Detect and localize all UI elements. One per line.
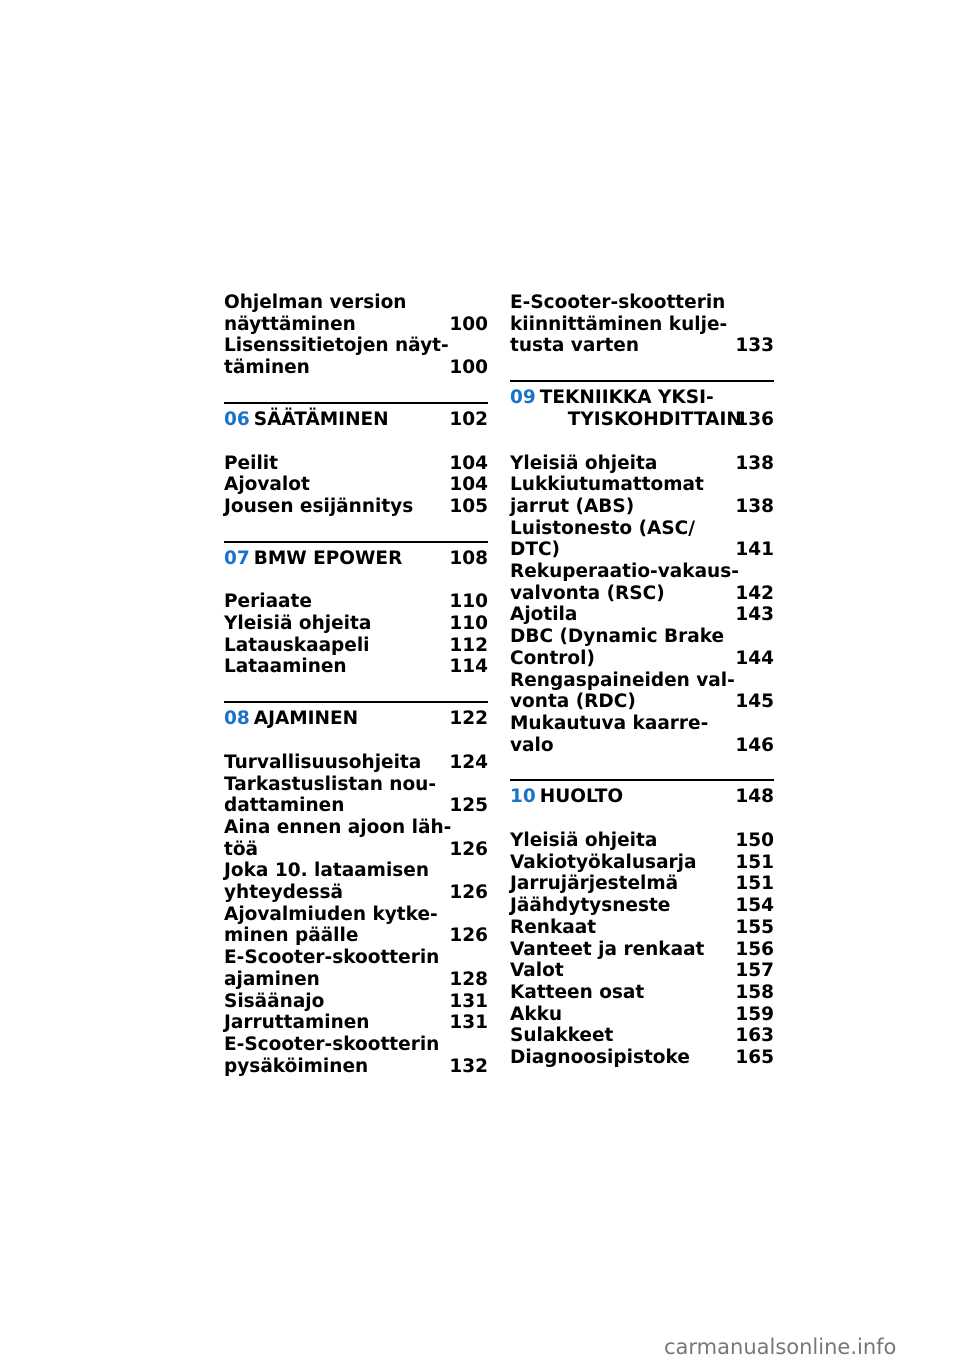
toc-entry[interactable]	[224, 774, 488, 817]
chapter-divider	[224, 402, 488, 404]
toc-entry-page: 104	[449, 474, 488, 496]
chapter-gap	[510, 431, 774, 453]
toc-entry-page: 155	[735, 916, 774, 938]
chapter-number: 07	[224, 547, 250, 569]
toc-entry-label: Rekuperaatio-vakaus-	[510, 561, 739, 583]
toc-entry-label: ajaminen	[224, 968, 320, 990]
chapter-heading[interactable]	[224, 409, 488, 431]
toc-entry[interactable]	[510, 604, 774, 626]
toc-entry-label: E-Scooter-skootterin	[224, 1033, 440, 1055]
toc-entry-label: E-Scooter-skootterin	[224, 947, 440, 969]
toc-entry-page: 100	[449, 313, 488, 335]
toc-entry-page: 158	[735, 981, 774, 1003]
chapter-title	[254, 708, 358, 730]
toc-entry-page: 151	[735, 873, 774, 895]
toc-entry-label: Valot	[510, 960, 564, 982]
toc-entry[interactable]	[224, 335, 488, 378]
toc-entry-label: Peilit	[224, 452, 278, 474]
toc-entry-page: 165	[735, 1047, 774, 1069]
chapter-gap	[224, 569, 488, 591]
toc-entry[interactable]	[224, 1012, 488, 1034]
toc-entry[interactable]	[510, 917, 774, 939]
toc-entry[interactable]	[224, 453, 488, 475]
chapter-gap	[224, 730, 488, 752]
toc-entry-page: 163	[735, 1025, 774, 1047]
chapter-gap	[510, 808, 774, 830]
toc-entry[interactable]	[510, 830, 774, 852]
toc-entry[interactable]	[510, 518, 774, 561]
toc-entry-page: 138	[735, 495, 774, 517]
toc-entry-page: 131	[449, 1012, 488, 1034]
toc-entry[interactable]	[510, 713, 774, 756]
toc-entry-label: Jousen esijännitys	[224, 495, 414, 517]
toc-entry-label: Rengaspaineiden val-	[510, 669, 735, 691]
toc-entry-label: Yleisiä ohjeita	[510, 452, 658, 474]
toc-entry[interactable]	[224, 635, 488, 657]
toc-entry-label: Lukkiutumattomat	[510, 474, 704, 496]
toc-entry-label: Renkaat	[510, 916, 597, 938]
toc-entry-page: 104	[449, 452, 488, 474]
toc-entry-page: 142	[735, 582, 774, 604]
chapter-title-line: SÄÄTÄMINEN	[253, 408, 389, 430]
toc-entry[interactable]	[510, 939, 774, 961]
toc-entry[interactable]	[224, 860, 488, 903]
toc-entry-label: vonta (RDC)	[510, 691, 636, 713]
chapter-number: 10	[510, 786, 536, 808]
chapter-heading[interactable]	[224, 548, 488, 570]
toc-entry-label: DBC (Dynamic Brake	[510, 626, 725, 648]
toc-entry[interactable]	[224, 656, 488, 678]
chapter-title-line: TYISKOHDITTAIN	[567, 408, 742, 430]
toc-entry[interactable]	[510, 982, 774, 1004]
toc-entry-page: 112	[449, 634, 488, 656]
toc-entry-label: Joka 10. lataamisen	[224, 860, 430, 882]
toc-entry-label: Periaate	[224, 591, 312, 613]
toc-entry-label: Luistonesto (ASC/	[510, 517, 696, 539]
toc-entry-page: 141	[735, 539, 774, 561]
chapter-page: 122	[449, 708, 488, 730]
toc-entry[interactable]	[510, 292, 774, 357]
toc-entry-label: valo	[510, 734, 554, 756]
toc-entry-page: 128	[449, 968, 488, 990]
toc-entry-page: 132	[449, 1055, 488, 1077]
chapter-number: 09	[510, 387, 536, 409]
chapter-number: 08	[224, 708, 250, 730]
chapter-heading[interactable]	[510, 786, 774, 808]
toc-entry-page: 151	[735, 851, 774, 873]
chapter-title	[540, 786, 623, 808]
toc-entry-label: Sisäänajo	[224, 990, 325, 1012]
toc-entry-label: Akku	[510, 1003, 563, 1025]
toc-entry-label: Latauskaapeli	[224, 634, 370, 656]
toc-entry[interactable]	[510, 561, 774, 604]
toc-entry-page: 150	[735, 830, 774, 852]
toc-entry[interactable]	[510, 960, 774, 982]
toc-column-right	[510, 292, 774, 1069]
toc-entry[interactable]	[510, 873, 774, 895]
chapter-page: 148	[735, 786, 774, 808]
toc-entry-page: 105	[449, 495, 488, 517]
toc-entry-page: 114	[449, 656, 488, 678]
chapter-divider	[224, 701, 488, 703]
toc-column-left	[224, 292, 488, 1077]
toc-entry-label: Yleisiä ohjeita	[510, 830, 658, 852]
toc-entry-page: 131	[449, 990, 488, 1012]
chapter-title-line: BMW EPOWER	[253, 547, 403, 569]
toc-entry[interactable]	[224, 474, 488, 496]
toc-entry[interactable]	[224, 591, 488, 613]
toc-entry-label: E-Scooter-skootterin	[510, 292, 726, 313]
toc-entry[interactable]	[224, 817, 488, 860]
toc-entry-page: 126	[449, 838, 488, 860]
toc-entry-page: 110	[449, 613, 488, 635]
toc-entry[interactable]	[510, 670, 774, 713]
toc-entry[interactable]	[510, 895, 774, 917]
toc-entry[interactable]	[224, 947, 488, 990]
toc-entry-label: Jarrujärjestelmä	[510, 873, 679, 895]
toc-entry[interactable]	[224, 292, 488, 335]
toc-entry-label: Ajovalmiuden kytke-	[224, 903, 438, 925]
chapter-title-line: AJAMINEN	[253, 708, 359, 730]
toc-entry-page: 154	[735, 895, 774, 917]
toc-entry-page: 144	[735, 647, 774, 669]
toc-entry-label: Vanteet ja renkaat	[510, 938, 705, 960]
chapter-title	[540, 387, 742, 430]
toc-entry-label: pysäköiminen	[224, 1055, 369, 1077]
toc-entry-label: minen päälle	[224, 925, 359, 947]
chapter-heading[interactable]	[510, 387, 774, 430]
toc-entry-page: 146	[735, 734, 774, 756]
chapter-gap	[224, 431, 488, 453]
toc-entry-label: Turvallisuusohjeita	[224, 751, 422, 773]
toc-entry-page: 143	[735, 604, 774, 626]
chapter-page: 108	[449, 547, 488, 569]
toc-entry-page: 124	[449, 751, 488, 773]
chapter-title	[254, 409, 389, 431]
toc-entry[interactable]	[510, 1025, 774, 1047]
toc-entry-label: Diagnoosipistoke	[510, 1047, 690, 1069]
toc-entry-label: kiinnittäminen kulje-	[510, 313, 728, 335]
toc-entry[interactable]	[510, 1047, 774, 1069]
chapter-page: 136	[735, 408, 774, 430]
toc-entry-label: dattaminen	[224, 795, 345, 817]
toc-entry-label: Katteen osat	[510, 981, 645, 1003]
toc-entry-label: Lataaminen	[224, 656, 347, 678]
toc-entry-page: 159	[735, 1003, 774, 1025]
chapter-title	[254, 548, 403, 570]
chapter-page: 102	[449, 408, 488, 430]
toc-entry-label: Aina ennen ajoon läh-	[224, 816, 452, 838]
chapter-title-line: HUOLTO	[539, 786, 624, 808]
toc-entry[interactable]	[224, 1034, 488, 1077]
toc-entry-page: 156	[735, 938, 774, 960]
toc-entry-label: Tarkastuslistan nou-	[224, 773, 437, 795]
toc-entry-label: Control)	[510, 647, 595, 669]
toc-entry-label: töä	[224, 838, 259, 860]
toc-entry-label: Ajotila	[510, 604, 578, 626]
toc-entry-page: 145	[735, 691, 774, 713]
toc-entry[interactable]	[224, 496, 488, 518]
toc-entry[interactable]	[510, 1004, 774, 1026]
toc-entry-page: 133	[735, 335, 774, 357]
toc-entry-page: 138	[735, 452, 774, 474]
toc-entry-label: Ajovalot	[224, 474, 310, 496]
toc-entry-page: 100	[449, 357, 488, 379]
toc-entry[interactable]	[224, 991, 488, 1013]
toc-entry-label: Sulakkeet	[510, 1025, 614, 1047]
toc-entry-label: Ohjelman version	[224, 292, 407, 313]
chapter-title-line: TEKNIIKKA YKSI-	[539, 387, 714, 409]
toc-entry[interactable]	[510, 474, 774, 517]
toc-entry-page: 157	[735, 960, 774, 982]
toc-entry[interactable]	[224, 613, 488, 635]
toc-entry[interactable]	[510, 852, 774, 874]
toc-entry-label: yhteydessä	[224, 882, 343, 904]
toc-entry-label: Lisenssitietojen näyt-	[224, 335, 449, 357]
toc-entry-label: Vakiotyökalusarja	[510, 851, 697, 873]
toc-entry[interactable]	[224, 752, 488, 774]
toc-entry-page: 110	[449, 591, 488, 613]
chapter-divider	[510, 779, 774, 781]
watermark-text: carmanualsonline.info	[664, 1335, 897, 1359]
toc-entry-page: 126	[449, 882, 488, 904]
toc-entry-label: täminen	[224, 357, 310, 379]
toc-entry-label: Yleisiä ohjeita	[224, 613, 372, 635]
toc-entry-label: jarrut (ABS)	[510, 495, 635, 517]
toc-entry-label: tusta varten	[510, 335, 640, 357]
chapter-divider	[510, 380, 774, 382]
chapter-heading[interactable]	[224, 708, 488, 730]
toc-entry[interactable]	[510, 626, 774, 669]
toc-entry-label: valvonta (RSC)	[510, 582, 665, 604]
toc-entry[interactable]	[510, 453, 774, 475]
toc-entry-label: Jarruttaminen	[224, 1012, 370, 1034]
chapter-divider	[224, 541, 488, 543]
toc-entry-label: näyttäminen	[224, 313, 356, 335]
toc-entry-label: Jäähdytysneste	[510, 895, 671, 917]
toc-entry[interactable]	[224, 904, 488, 947]
toc-entry-page: 125	[449, 795, 488, 817]
toc-entry-page: 126	[449, 925, 488, 947]
toc-entry-label: DTC)	[510, 539, 561, 561]
chapter-number: 06	[224, 408, 250, 430]
toc-entry-label: Mukautuva kaarre-	[510, 712, 709, 734]
